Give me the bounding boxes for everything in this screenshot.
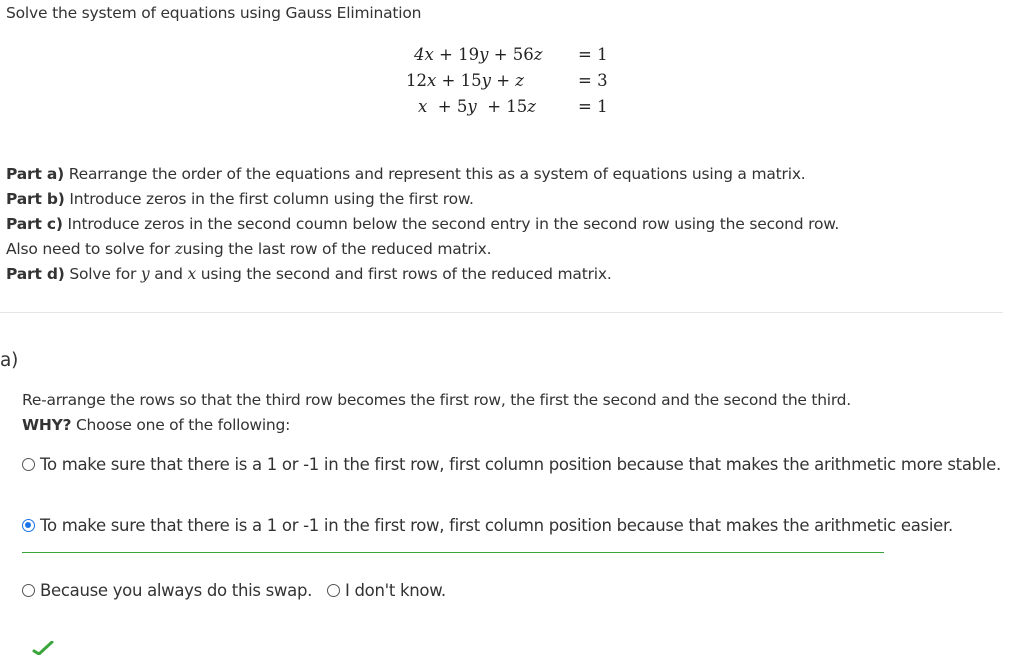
option-3-radio[interactable] — [22, 584, 35, 597]
option-1-radio[interactable] — [22, 458, 35, 471]
why-label: WHY? — [22, 416, 72, 434]
var-y: y — [140, 265, 150, 283]
part-d-pre: Solve for — [69, 265, 137, 283]
option-2-label[interactable]: To make sure that there is a 1 or -1 in the first row, first column position because that makes the arithmetic easier. — [40, 516, 953, 535]
equation-2: 12x + 15y + z = 3 — [406, 71, 608, 90]
part-d-line — [6, 265, 612, 283]
part-d-post: using the second and first rows of the reduced matrix. — [200, 265, 612, 283]
var-z: z — [174, 240, 183, 258]
part-a-text: Rearrange the order of the equations and represent this as a system of equations using a matrix. — [68, 165, 806, 183]
option-3[interactable] — [22, 581, 312, 600]
part-c-line — [6, 215, 839, 233]
equation-3: x + 5y + 15z = 1 — [418, 97, 608, 116]
part-b-text: Introduce zeros in the first column using the first row. — [69, 190, 474, 208]
part-c-extra-pre: Also need to solve for — [6, 240, 170, 258]
equation-1: 4x + 19y + 56z = 1 — [414, 45, 608, 64]
part-c-extra-post: using the last row of the reduced matrix. — [182, 240, 492, 258]
part-d-label: Part d) — [6, 265, 65, 283]
part-c-extra-line — [6, 240, 491, 258]
section-divider — [0, 312, 1003, 313]
why-text: Choose one of the following: — [75, 416, 291, 434]
part-c-label: Part c) — [6, 215, 63, 233]
option-1-label[interactable]: To make sure that there is a 1 or -1 in the first row, first column position because that makes the arithmetic more stable. — [40, 455, 1001, 474]
option-4-radio[interactable] — [327, 584, 340, 597]
part-c-text: Introduce zeros in the second coumn below the second entry in the second row using the second row. — [67, 215, 840, 233]
section-a-instruction: Re-arrange the rows so that the third row becomes the first row, the first the second and the second the third. — [22, 391, 851, 409]
option-1[interactable] — [22, 455, 1001, 474]
option-3-label[interactable]: Because you always do this swap. — [40, 581, 313, 600]
option-2-radio-selected[interactable] — [22, 519, 35, 532]
correct-answer-underline — [22, 552, 884, 553]
problem-intro: Solve the system of equations using Gauss Elimination — [6, 4, 422, 22]
var-x: x — [187, 265, 197, 283]
part-a-line — [6, 165, 806, 183]
part-b-line — [6, 190, 474, 208]
option-4[interactable] — [327, 581, 446, 600]
why-line — [22, 416, 290, 434]
option-4-label[interactable]: I don't know. — [345, 581, 446, 600]
section-a-label: a) — [0, 350, 19, 371]
option-2[interactable] — [22, 516, 953, 535]
part-b-label: Part b) — [6, 190, 65, 208]
correct-check-icon — [32, 640, 54, 659]
part-a-label: Part a) — [6, 165, 64, 183]
part-d-mid: and — [154, 265, 183, 283]
